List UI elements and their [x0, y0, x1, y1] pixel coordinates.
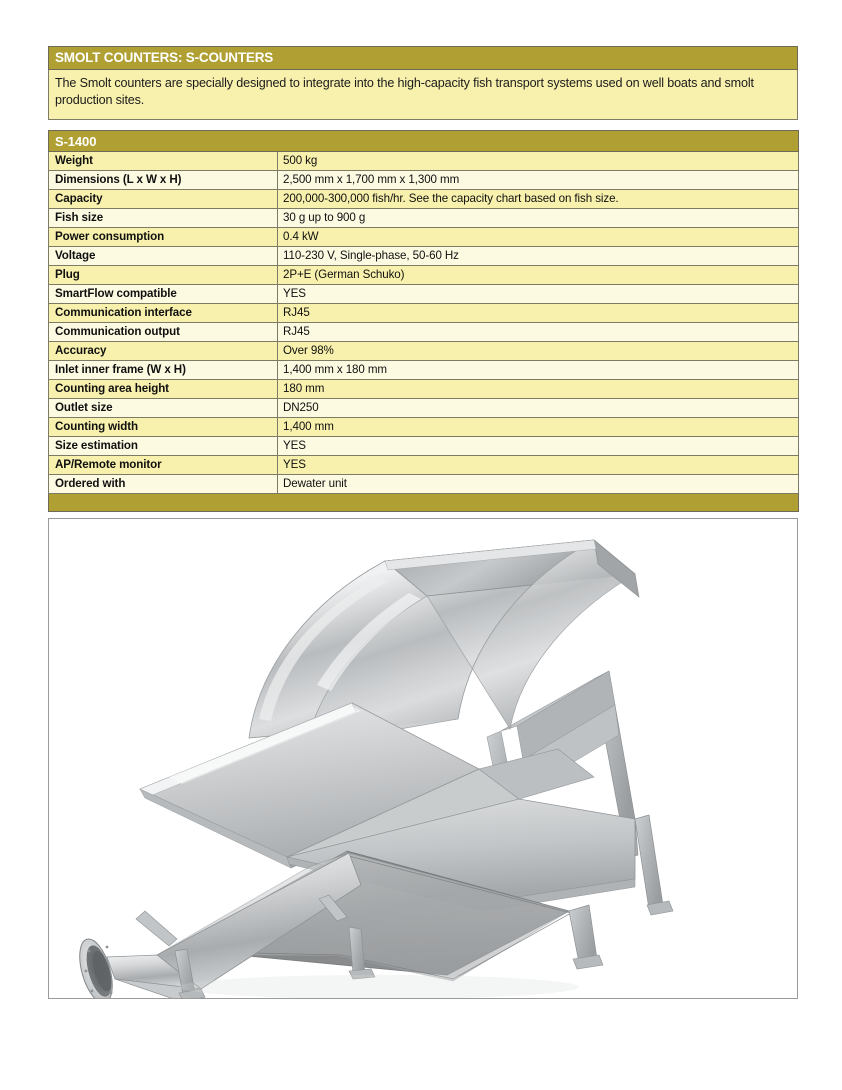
table-footer-bar	[49, 494, 799, 512]
spec-value: Over 98%	[278, 342, 799, 361]
product-image-panel	[48, 518, 798, 999]
table-row	[49, 475, 799, 494]
spacer	[48, 120, 798, 130]
spec-value: 0.4 kW	[278, 228, 799, 247]
table-row	[49, 171, 799, 190]
spec-value: 1,400 mm x 180 mm	[278, 361, 799, 380]
table-row	[49, 361, 799, 380]
spec-label: Counting area height	[49, 380, 278, 399]
model-name: S-1400	[49, 131, 799, 152]
table-row	[49, 418, 799, 437]
spec-label: Dimensions (L x W x H)	[49, 171, 278, 190]
spec-value: 110-230 V, Single-phase, 50-60 Hz	[278, 247, 799, 266]
smolt-counter-machine-image	[49, 519, 797, 998]
spec-label: SmartFlow compatible	[49, 285, 278, 304]
spec-value: 2,500 mm x 1,700 mm x 1,300 mm	[278, 171, 799, 190]
spec-value: RJ45	[278, 304, 799, 323]
model-header-row	[49, 131, 799, 152]
page-title: SMOLT COUNTERS: S-COUNTERS	[55, 50, 274, 66]
table-footer-cell	[49, 494, 799, 512]
spec-label: Inlet inner frame (W x H)	[49, 361, 278, 380]
spec-value: RJ45	[278, 323, 799, 342]
spec-value: 180 mm	[278, 380, 799, 399]
spec-label: Power consumption	[49, 228, 278, 247]
spec-label: Communication output	[49, 323, 278, 342]
table-row	[49, 456, 799, 475]
spec-label: Weight	[49, 152, 278, 171]
spec-value: 500 kg	[278, 152, 799, 171]
spec-value: 1,400 mm	[278, 418, 799, 437]
spec-label: Ordered with	[49, 475, 278, 494]
specifications-table	[48, 130, 799, 512]
table-row	[49, 437, 799, 456]
spec-value: DN250	[278, 399, 799, 418]
table-row	[49, 190, 799, 209]
table-row	[49, 209, 799, 228]
spec-value: 30 g up to 900 g	[278, 209, 799, 228]
table-row	[49, 380, 799, 399]
spec-label: Voltage	[49, 247, 278, 266]
description-text: The Smolt counters are specially designed to integrate into the high-capacity fish transport systems used on well boats and smolt production sites.	[55, 76, 754, 107]
table-row	[49, 266, 799, 285]
spec-label: Communication interface	[49, 304, 278, 323]
spec-label: Outlet size	[49, 399, 278, 418]
specifications-table-body	[49, 131, 799, 512]
spec-label: Plug	[49, 266, 278, 285]
table-row	[49, 304, 799, 323]
description-block	[48, 70, 798, 120]
spec-value: 200,000-300,000 fish/hr. See the capacity chart based on fish size.	[278, 190, 799, 209]
spec-value: YES	[278, 456, 799, 475]
table-row	[49, 285, 799, 304]
spec-value: YES	[278, 285, 799, 304]
spec-value: YES	[278, 437, 799, 456]
spec-label: Accuracy	[49, 342, 278, 361]
spec-value: Dewater unit	[278, 475, 799, 494]
table-row	[49, 247, 799, 266]
section-title-bar	[48, 46, 798, 70]
table-row	[49, 342, 799, 361]
table-row	[49, 228, 799, 247]
spec-label: Counting width	[49, 418, 278, 437]
spec-value: 2P+E (German Schuko)	[278, 266, 799, 285]
machine-render-svg	[49, 519, 797, 998]
table-row	[49, 152, 799, 171]
spec-label: Size estimation	[49, 437, 278, 456]
spec-label: AP/Remote monitor	[49, 456, 278, 475]
spec-label: Capacity	[49, 190, 278, 209]
table-row	[49, 323, 799, 342]
table-row	[49, 399, 799, 418]
spec-label: Fish size	[49, 209, 278, 228]
datasheet-sheet	[48, 46, 798, 999]
